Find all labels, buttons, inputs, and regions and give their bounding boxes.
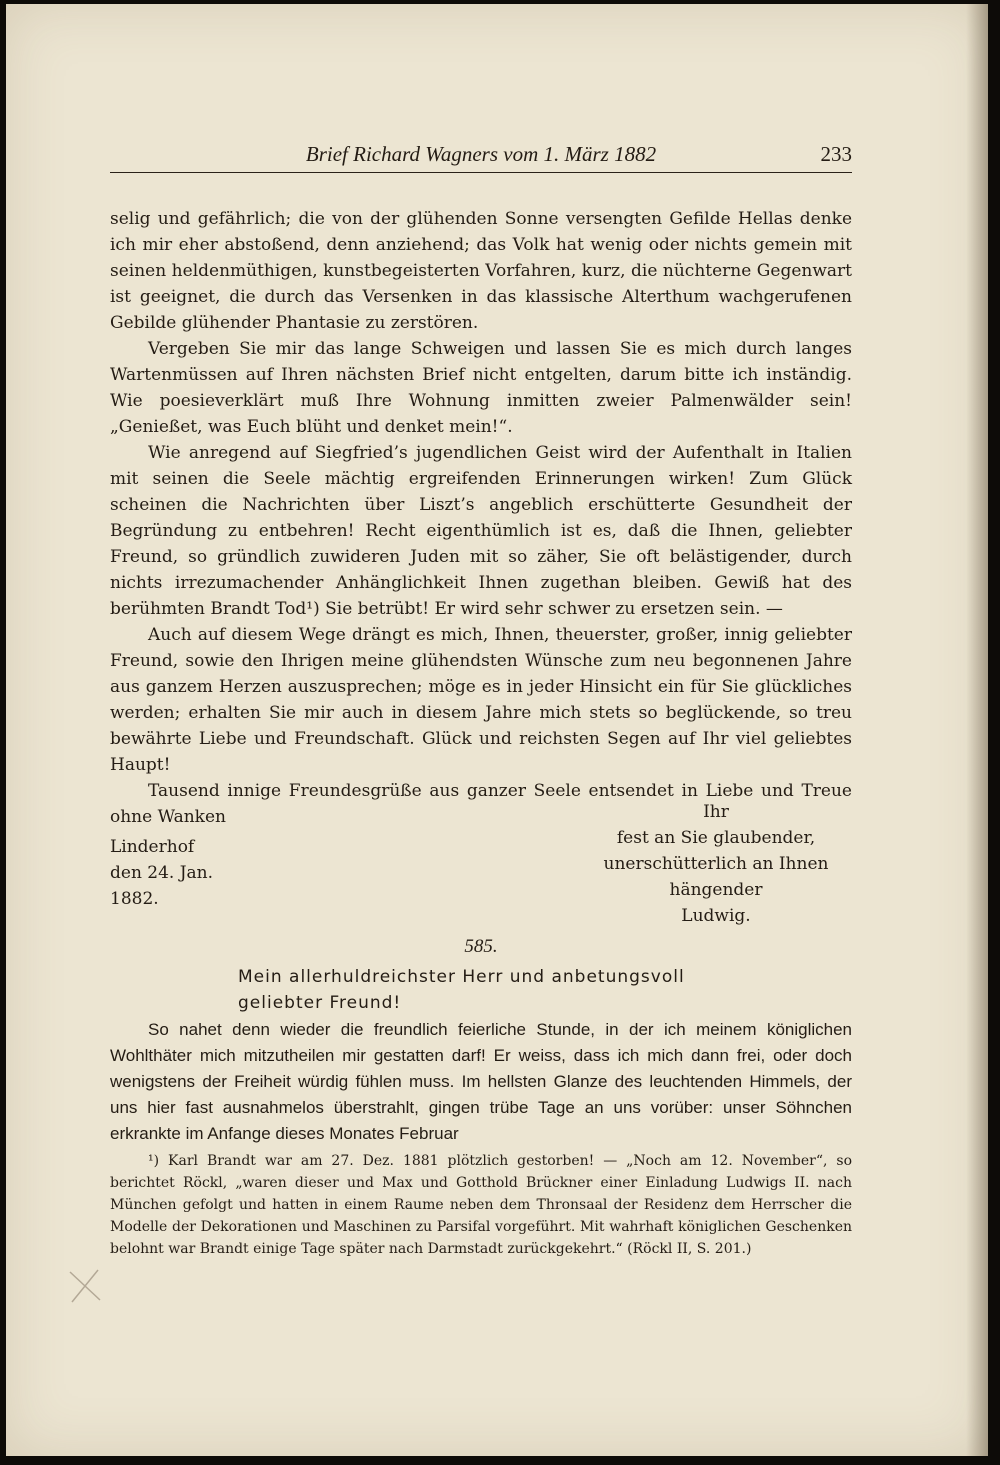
pencil-x-mark bbox=[64, 1266, 108, 1306]
letter-paragraph: Wie anregend auf Siegfried’s jugendlichen Geist wird der Aufenthalt in Italien mit seinen die Seele mächtig ergreifenden Erinnerungen wirken! Zum Glück scheinen die Nachrichten über Liszt’s angeblich erschütterte Gesundheit der Begründung zu entbehren! Recht eigenthümlich ist es, daß die Ihnen, geliebter Freund, so gründlich zuwideren Juden mit so zäher, Sie oft belästigender, durch nichts irrezumachender Anhänglichkeit Ihnen zugethan bleiben. Gewiß hat des berühmten Brandt Tod¹) Sie betrübt! Er wird sehr schwer zu ersetzen sein. — bbox=[110, 443, 852, 619]
closing-line: hängender bbox=[669, 880, 763, 900]
page-number: 233 bbox=[820, 142, 852, 166]
running-head bbox=[110, 138, 852, 173]
letter-paragraph: Tausend innige Freundesgrüße aus ganzer Seele entsendet in Liebe und Treue ohne Wanken bbox=[110, 781, 852, 827]
salutation-line: geliebter Freund! bbox=[238, 993, 402, 1013]
book-page bbox=[6, 4, 988, 1456]
letter-paragraph: Vergeben Sie mir das lange Schweigen und lassen Sie es mich durch langes Wartenmüssen auf Ihren nächsten Brief nicht entgelten, darum bitte ich inständig. Wie poesieverklärt muß Ihre Wohnung inmitten zweier Palmenwälder sein! „Genießet, was Euch blüht und denket mein!“. bbox=[110, 339, 852, 437]
place-date bbox=[110, 834, 213, 912]
closing-signature bbox=[566, 799, 866, 929]
letter-584-body bbox=[110, 206, 852, 830]
footnote: ¹) Karl Brandt war am 27. Dez. 1881 plötzlich gestorben! — „Noch am 12. November“, so berichtet Röckl, „waren dieser und Max und Gotthold Brückner einer Einladung Ludwigs II. nach München gefolgt und hatten in einem Raume neben dem Thronsaal der Residenz dem Herrscher die Modelle der Dekorationen und Maschinen zu Parsifal vorgeführt. Mit wahrhaft königlichen Geschenken belohnt war Brandt einige Tage später nach Darmstadt zurückgekehrt.“ (Röckl II, S. 201.) bbox=[110, 1153, 852, 1257]
letter-585-text: So nahet denn wieder die freundlich feierliche Stunde, in der ich meinem königlichen Wohlthäter mich mitzutheilen mir gestatten darf! Er weiss, dass ich mich dann frei, oder doch wenigstens der Freiheit würdig fühlen muss. Im hellsten Glanze des leuchtenden Himmels, der uns hier fast ausnahmelos überstrahlt, gingen trübe Tage an uns vorüber: unser Söhnchen erkrankte im Anfange dieses Monates Februar bbox=[110, 1020, 852, 1143]
year-line: 1882. bbox=[110, 889, 159, 909]
date-line: den 24. Jan. bbox=[110, 863, 214, 883]
letter-paragraph: selig und gefährlich; die von der glühenden Sonne versengten Gefilde Hellas denke ich mir eher abstoßend, denn anziehend; das Volk hat wenig oder nichts gemein mit seinen heldenmüthigen, kunstbegeisterten Vorfahren, kurz, die nüchterne Gegenwart ist geeignet, die durch das Versenken in das klassische Alterthum wachgerufenen Gebilde glühender Phantasie zu zerstören. bbox=[110, 209, 852, 333]
page-gutter-shadow bbox=[966, 4, 988, 1456]
closing-line: unerschütterlich an Ihnen bbox=[603, 854, 829, 874]
place-line: Linderhof bbox=[110, 837, 195, 857]
running-title: Brief Richard Wagners vom 1. März 1882 bbox=[305, 142, 657, 166]
salutation bbox=[238, 964, 838, 1016]
salutation-line: Mein allerhuldreichster Herr und anbetungsvoll bbox=[238, 967, 685, 987]
signature-name: Ludwig. bbox=[681, 906, 751, 926]
closing-line: fest an Sie glaubender, bbox=[616, 828, 816, 848]
closing-line: Ihr bbox=[703, 802, 729, 822]
letter-paragraph: Auch auf diesem Wege drängt es mich, Ihnen, theuerster, großer, innig geliebter Freund, sowie den Ihrigen meine glühendsten Wünsche zum neu begonnenen Jahre aus ganzem Herzen auszusprechen; möge es in jeder Hinsicht ein für Sie glückliches werden; erhalten Sie mir auch in diesem Jahre mich stets so beglückende, so treu bewährte Liebe und Freundschaft. Glück und reichsten Segen auf Ihr viel geliebtes Haupt! bbox=[110, 625, 852, 775]
letter-number: 585. bbox=[464, 936, 498, 957]
